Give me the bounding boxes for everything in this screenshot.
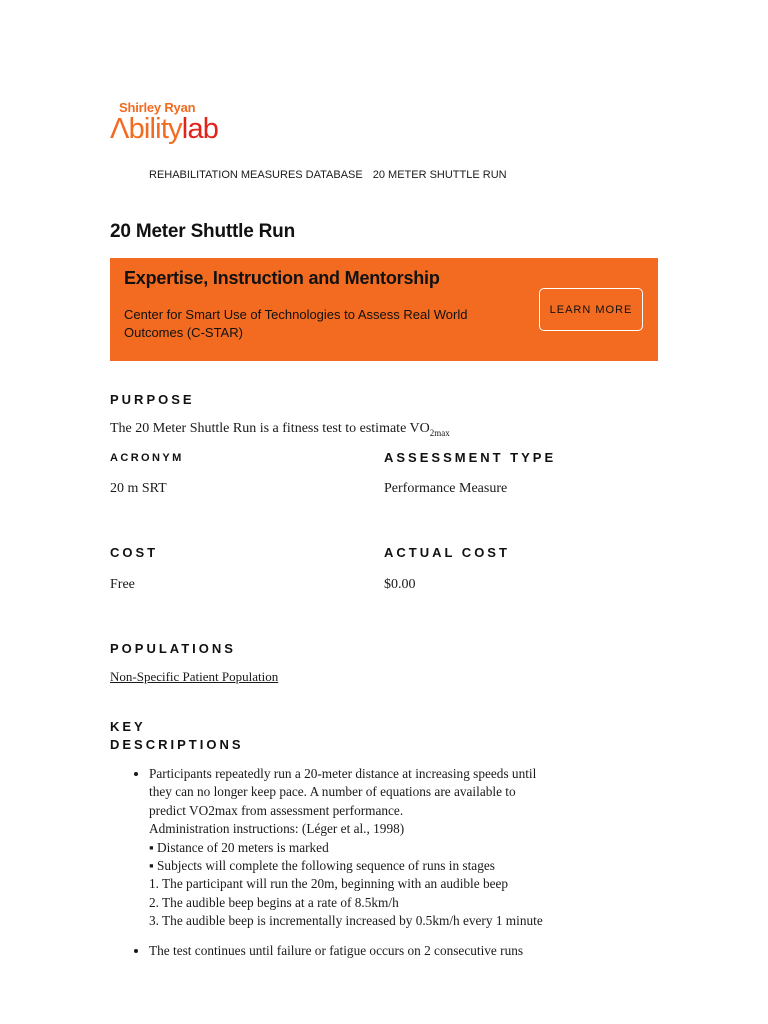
cost-value: Free <box>110 577 135 592</box>
learn-more-button[interactable]: LEARN MORE <box>539 288 643 331</box>
banner-text: Center for Smart Use of Technologies to Assess Real World Outcomes (C-STAR) <box>124 307 468 340</box>
logo-lab-text: lab <box>181 113 219 145</box>
acronym-label: ACRONYM <box>110 452 184 464</box>
list-item <box>149 765 550 931</box>
desc-line: 2. The audible beep begins at a rate of 8.5km/h <box>149 894 399 910</box>
actual-cost-label: ACTUAL COST <box>384 545 510 560</box>
logo-wordmark <box>110 115 218 144</box>
logo-ability-text: Λbility <box>110 113 182 145</box>
page-title: 20 Meter Shuttle Run <box>110 221 295 242</box>
population-link[interactable]: Non-Specific Patient Population <box>110 669 279 684</box>
site-logo[interactable] <box>110 101 218 144</box>
breadcrumb <box>149 169 507 181</box>
desc-line: • Participants repeatedly run a 20-meter distance at increasing speeds until they can no longer keep pace. A number of equations are available to predict VO2max from assessment performance. <box>149 766 537 818</box>
purpose-text <box>110 421 450 438</box>
purpose-subscript: 2max <box>429 427 450 438</box>
desc-line: 1. The participant will run the 20m, beginning with an audible beep <box>149 876 509 892</box>
purpose-text-main: The 20 Meter Shuttle Run is a fitness test to estimate VO <box>110 421 430 436</box>
breadcrumb-item-current[interactable]: 20 METER SHUTTLE RUN <box>372 169 507 181</box>
acronym-value: 20 m SRT <box>110 481 167 496</box>
assessment-type-label: ASSESSMENT TYPE <box>384 450 557 465</box>
promo-banner <box>110 258 658 361</box>
breadcrumb-item-database[interactable]: REHABILITATION MEASURES DATABASE <box>149 169 363 181</box>
key-descriptions-label-line2: DESCRIPTIONS <box>110 737 244 752</box>
populations-label: POPULATIONS <box>110 641 236 656</box>
banner-heading: Expertise, Instruction and Mentorship <box>124 268 440 288</box>
desc-line: 3. The audible beep is incrementally increased by 0.5km/h every 1 minute <box>149 913 543 929</box>
key-descriptions-label-line1: KEY <box>110 719 146 734</box>
actual-cost-value: $0.00 <box>384 577 416 592</box>
desc-line: Administration instructions: (Léger et al., 1998) <box>149 821 405 837</box>
key-descriptions-list <box>110 765 550 971</box>
desc-line: ▪ Distance of 20 meters is marked <box>149 839 329 855</box>
desc-line: ▪ Subjects will complete the following sequence of runs in stages <box>149 858 495 874</box>
desc-line: • The test continues until failure or fatigue occurs on 2 consecutive runs <box>149 942 524 958</box>
purpose-label: PURPOSE <box>110 392 195 407</box>
logo-small-text: Shirley Ryan <box>119 100 196 115</box>
assessment-type-value: Performance Measure <box>384 481 508 496</box>
list-item <box>149 942 550 960</box>
cost-label: COST <box>110 545 159 560</box>
